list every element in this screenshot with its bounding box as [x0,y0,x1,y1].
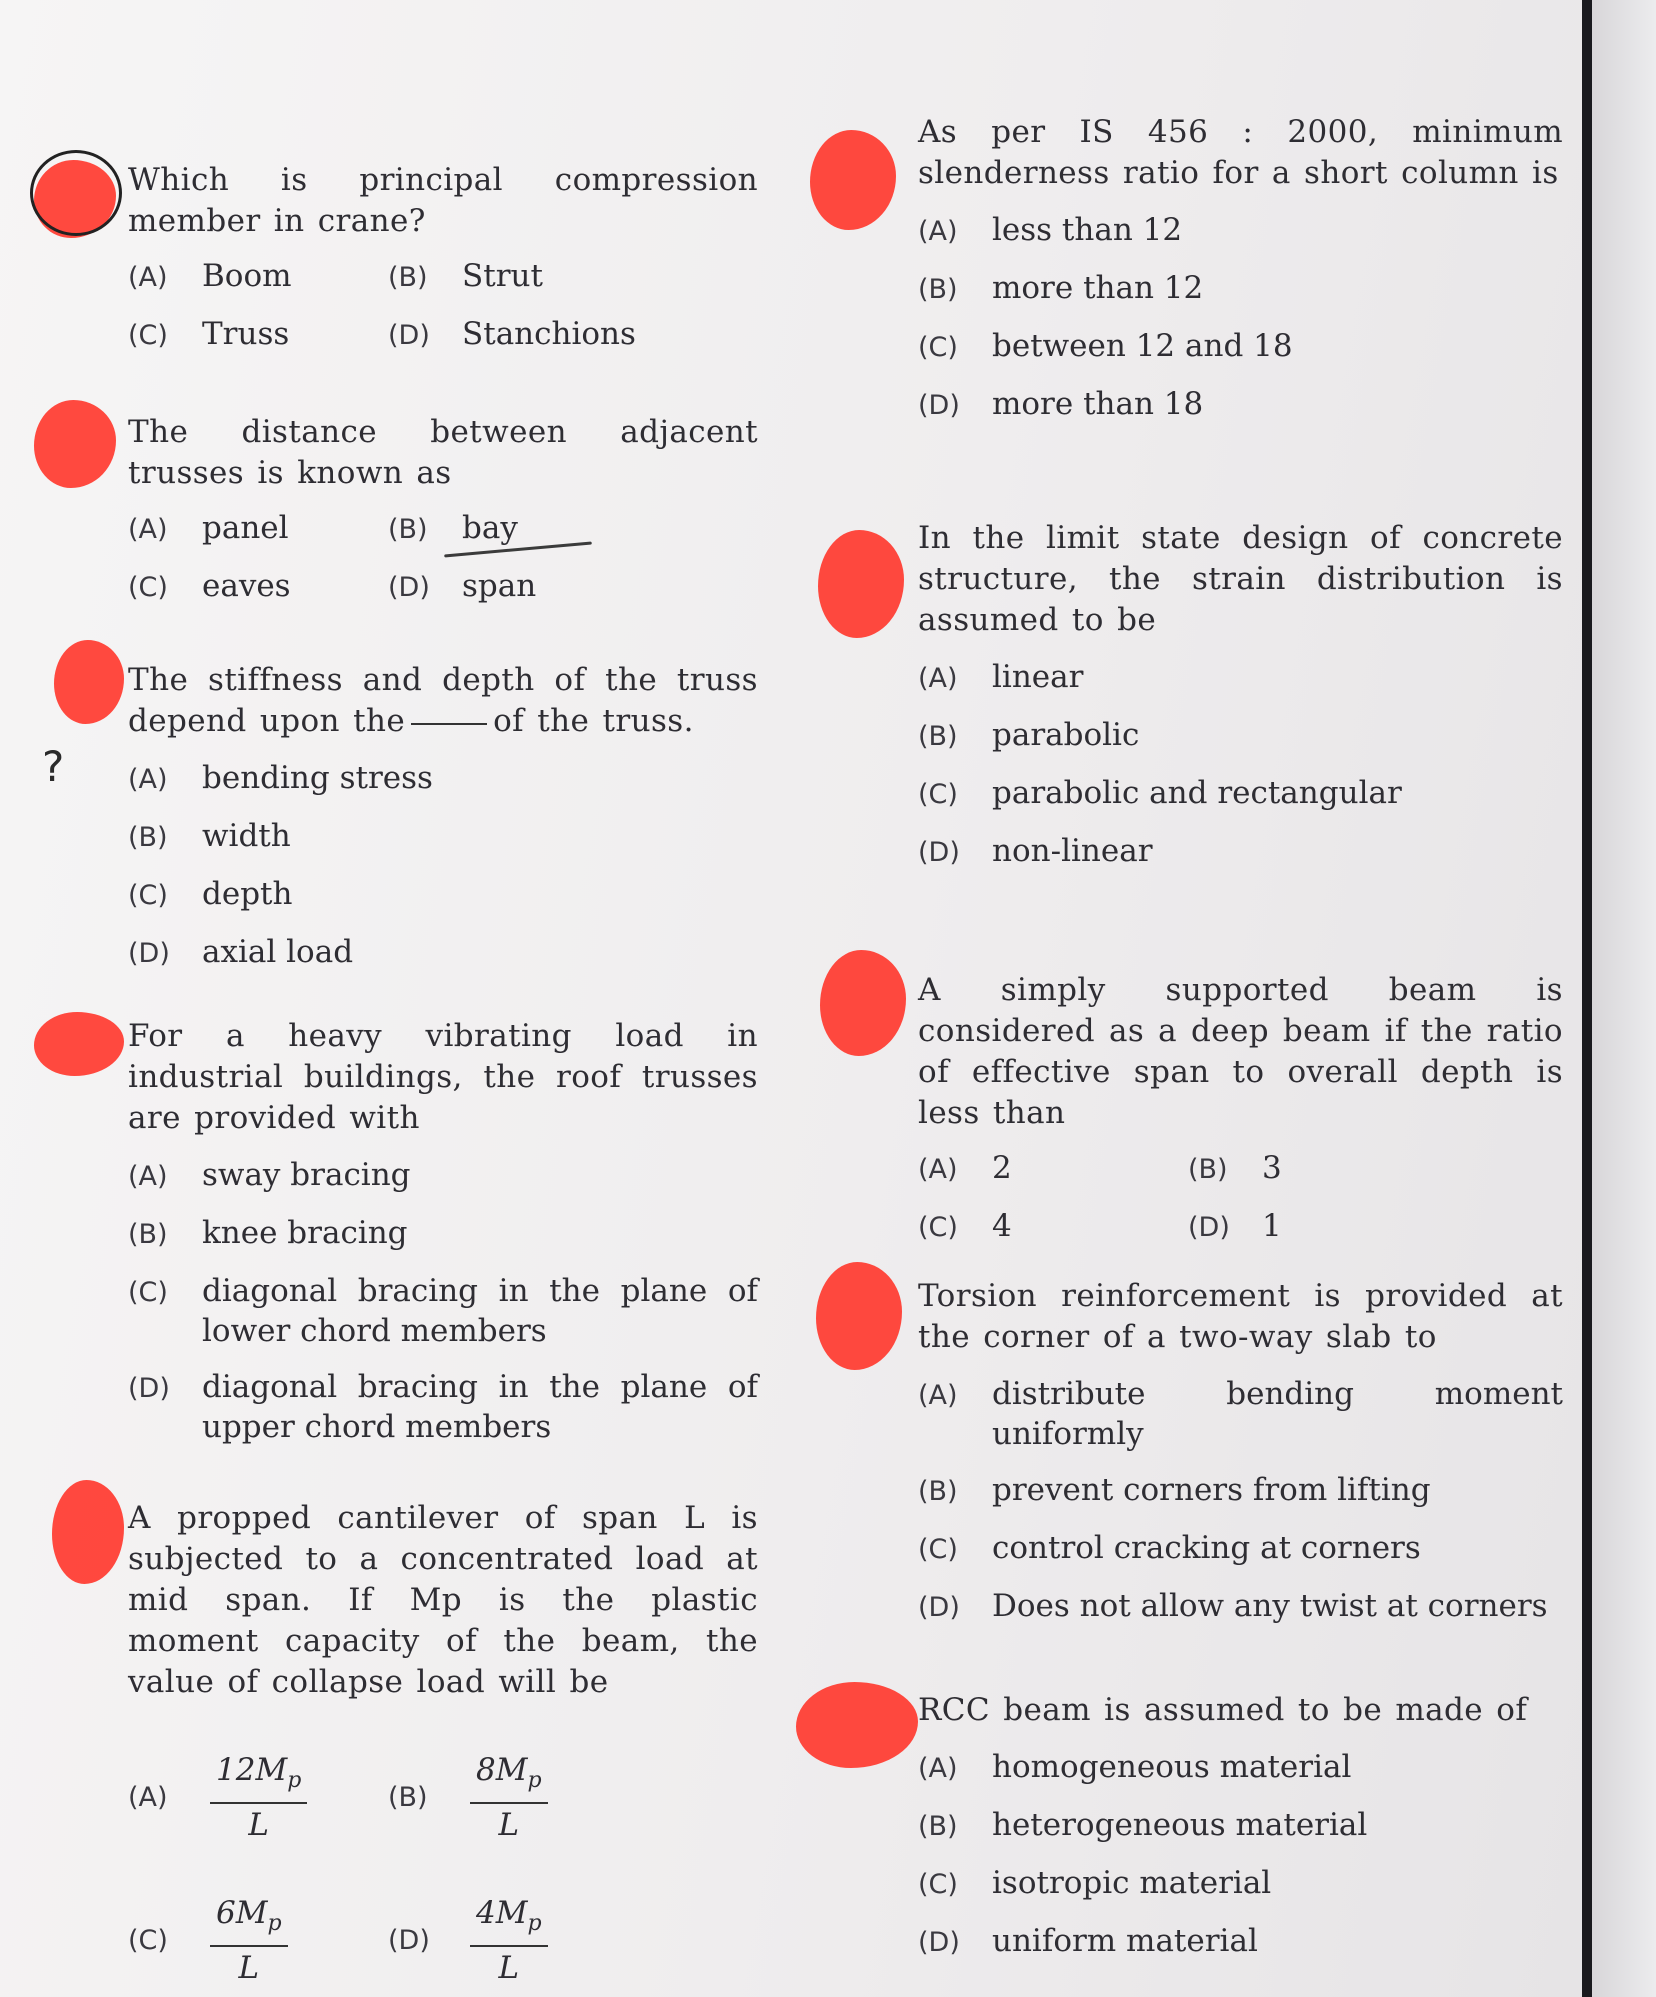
highlight-mark-q7 [818,530,904,638]
question-8 [918,970,1563,1248]
option-c: (C) diagonal bracing in the plane of lower chord members [128,1273,758,1349]
question-4 [128,1016,758,1447]
option-d: (D) Does not allow any twist at corners [918,1588,1548,1624]
fraction: $\frac{6M_p}{L}$ [210,1894,288,1987]
option-b: (B) Strut [388,258,543,294]
question-5 [128,1498,758,1987]
option-c: (C) control cracking at corners [918,1530,1421,1566]
option-b: (B) 3 [1188,1150,1282,1186]
option-b: (B) bay [388,510,518,546]
option-a: (A) less than 12 [918,212,1183,248]
option-a: (A) panel [128,510,289,546]
highlight-mark-q2 [34,400,116,488]
option-c: (C) isotropic material [918,1865,1272,1901]
option-a: (A) 2 [918,1150,1012,1186]
option-c: (C) depth [128,876,293,912]
options-list [128,1155,758,1447]
question-1 [128,160,758,356]
question-stem: RCC beam is assumed to be made of [918,1692,1528,1728]
question-stem: A simply supported beam is considered as a deep beam if the ratio of effective span to overall depth is less than [918,972,1563,1131]
options-list [918,1374,1563,1628]
options-list [918,657,1563,873]
option-d: (D) uniform material [918,1923,1258,1959]
fill-in-blank [411,723,487,725]
option-d: (D) 1 [1188,1208,1282,1244]
option-b: (B) width [128,818,291,854]
option-c: (C) $\frac{6M_p}{L}$ [128,1894,388,1987]
question-mark-note: ? [42,742,65,791]
fraction: $\frac{4M_p}{L}$ [470,1894,548,1987]
option-d: (D) span [388,568,537,604]
options-grid [918,1148,1563,1248]
question-9 [918,1276,1563,1628]
option-b: (B) knee bracing [128,1215,408,1251]
option-a: (A) bending stress [128,760,433,796]
option-b: (B) $\frac{8M_p}{L}$ [388,1751,648,1844]
highlight-mark-q6 [810,130,896,230]
page-edge-shadow [1582,0,1592,1997]
options-grid [128,508,758,608]
options-list [918,210,1563,426]
highlight-mark-q9 [816,1262,902,1370]
question-10 [918,1690,1563,1963]
option-a: (A) sway bracing [128,1157,411,1193]
question-stem: Which is principal compression member in crane? [128,162,758,239]
option-b: (B) heterogeneous material [918,1807,1368,1843]
question-3 [128,660,758,974]
fraction: $\frac{8M_p}{L}$ [470,1751,548,1844]
highlight-mark-q10 [796,1682,918,1768]
circle-mark-q1 [30,150,122,236]
option-d: (D) Stanchions [388,316,636,352]
option-a: (A) distribute bending moment uniformly [918,1376,1563,1452]
highlight-mark-q5 [52,1480,124,1584]
highlight-mark-q8 [820,950,906,1056]
option-a: (A) Boom [128,258,292,294]
fraction: $\frac{12M_p}{L}$ [210,1751,307,1844]
question-2 [128,412,758,608]
question-stem: For a heavy vibrating load in industrial buildings, the roof trusses are provided with [128,1018,758,1136]
highlight-mark-q4 [34,1012,124,1076]
option-c: (C) eaves [128,568,291,604]
option-c: (C) Truss [128,316,290,352]
question-stem: A propped cantilever of span L is subjected to a concentrated load at mid span. If Mp is the plastic moment capacity of the beam, the value of collapse load will be [128,1500,758,1700]
question-stem: The stiffness and depth of the truss depend upon the of the truss. [128,662,758,739]
option-d: (D) non-linear [918,833,1153,869]
option-d: (D) more than 18 [918,386,1204,422]
option-a: (A) homogeneous material [918,1749,1352,1785]
option-b: (B) prevent corners from lifting [918,1472,1431,1508]
options-grid [128,256,758,356]
question-stem: As per IS 456 : 2000, minimum slenderness ratio for a short column is [918,114,1563,191]
options-list [128,758,758,974]
question-stem: Torsion reinforcement is provided at the corner of a two-way slab to [918,1278,1563,1355]
option-d: (D) diagonal bracing in the plane of upper chord members [128,1369,758,1445]
option-d: (D) axial load [128,934,354,970]
question-stem: In the limit state design of concrete structure, the strain distribution is assumed to be [918,520,1563,638]
question-stem: The distance between adjacent trusses is known as [128,414,758,491]
option-a: (A) $\frac{12M_p}{L}$ [128,1751,388,1844]
adjacent-page [1592,0,1656,1997]
question-6 [918,112,1563,426]
option-c: (C) 4 [918,1208,1012,1244]
option-c: (C) parabolic and rectangular [918,775,1402,811]
option-b: (B) more than 12 [918,270,1204,306]
options-grid [128,1729,758,1987]
option-a: (A) linear [918,659,1084,695]
question-7 [918,518,1563,873]
option-d: (D) $\frac{4M_p}{L}$ [388,1894,648,1987]
options-list [918,1747,1563,1963]
option-b: (B) parabolic [918,717,1140,753]
highlight-mark-q3 [54,640,124,724]
option-c: (C) between 12 and 18 [918,328,1293,364]
